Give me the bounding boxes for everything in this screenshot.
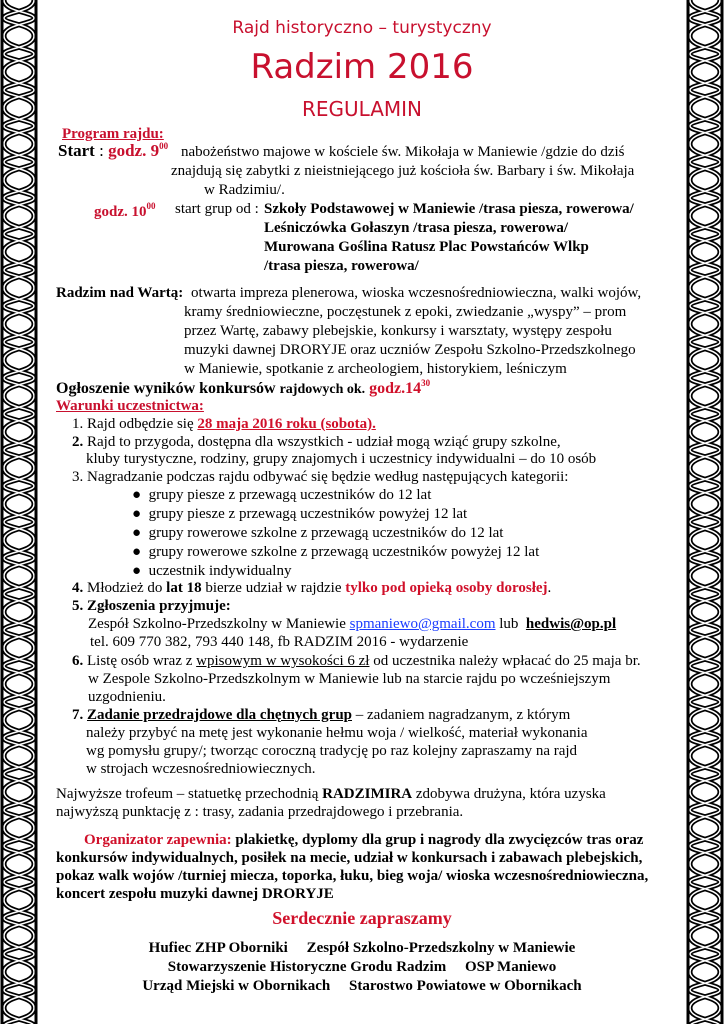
start-line: Start : godz. $9^{00}$ — [58, 141, 169, 160]
email-link-school[interactable]: spmaniewo@gmail.com — [349, 616, 496, 632]
warunki-item-4: 4. Młodzież do lat 18 bierze udział w rajdzie tylko pod opieką osoby dorosłej. — [72, 580, 552, 596]
organizer-line-4: koncert zespołu muzyki dawnej DRORYJE — [56, 886, 334, 902]
radzim-desc-5: w Maniewie, spotkanie z archeologiem, historykiem, leśniczym — [184, 361, 567, 377]
radzim-desc-3: przez Wartę, zabawy plebejskie, konkursy i warsztaty, występy zespołu — [184, 323, 612, 339]
bullet-icon: ● — [132, 487, 142, 503]
invite-heading: Serdecznie zapraszamy — [272, 908, 452, 928]
results-line: Ogłoszenie wyników konkursów rajdowych ok. $godz.14^{30}$ — [56, 378, 431, 397]
organizer-line-1: Organizator zapewnia: plakietkę, dyplomy dla grup i nagrody dla zwycięzców tras oraz — [84, 832, 644, 848]
route-3-mode: /trasa piesza, rowerowa/ — [264, 258, 419, 274]
regulamin-heading: REGULAMIN — [301, 97, 423, 121]
g10-text: start grup od : — [175, 201, 259, 217]
category-item: ● grupy piesze z przewagą uczestników powyżej 12 lat — [132, 506, 468, 522]
email-link-hedwis[interactable]: hedwis@op.pl — [525, 616, 617, 632]
trophy-line-1: Najwyższe trofeum – statuetkę przechodnią RADZIMIRA zdobywa drużyna, która uzyska — [56, 786, 606, 802]
radzim-label: Radzim nad Wartą: — [56, 285, 184, 301]
category-item: ● grupy rowerowe szkolne z przewagą uczestników do 12 lat — [132, 525, 504, 541]
warunki-item-6-cont: w Zespole Szkolno-Przedszkolnym w Maniewie lub na starcie rajdu po wcześniejszym — [88, 671, 611, 687]
warunki-item-6-cont2: uzgodnieniu. — [88, 689, 166, 705]
start-time: godz. $9^{00}$ — [108, 141, 169, 160]
celtic-border-right — [686, 0, 724, 1024]
warunki-item-2-cont: kluby turystyczne, rodziny, grupy znajomych i uczestnicy indywidualni – do 10 osób — [86, 451, 597, 467]
bullet-icon: ● — [132, 506, 142, 522]
radzim-desc-2: kramy średniowieczne, poczęstunek z epoki, zwiedzanie „wyspy” – prom — [184, 304, 627, 320]
route-2: Leśniczówka Gołaszyn /trasa piesza, rowerowa/ — [264, 220, 569, 236]
program-heading: Program rajdu: — [62, 126, 164, 142]
warunki-item-1: 1. Rajd odbędzie się 28 maja 2016 roku (sobota). — [72, 416, 376, 432]
start-desc-2: znajdują się zabytki z nieistniejącego już kościoła św. Barbary i św. Mikołaja — [171, 163, 635, 179]
celtic-border-left — [0, 0, 38, 1024]
contact-line: Zespół Szkolno-Przedszkolny w Maniewie spmaniewo@gmail.com lub hedwis@op.pl — [88, 616, 617, 632]
organizer-line-2: konkursów indywidualnych, posiłek na mecie, udział w konkursach i zabawach plebejskich, — [56, 850, 643, 866]
footer-line-1: Hufiec ZHP Oborniki Zespół Szkolno-Przedszkolny w Maniewie — [148, 940, 576, 956]
bullet-icon: ● — [132, 544, 142, 560]
radzim-desc-4: muzyki dawnej DRORYJE oraz uczniów Zespołu Szkolno-Przedszkolnego — [184, 342, 636, 358]
footer-line-3: Urząd Miejski w Obornikach Starostwo Powiatowe w Obornikach — [142, 978, 582, 994]
radzim-desc-1: otwarta impreza plenerowa, wioska wczesnośredniowieczna, walki wojów, — [191, 285, 642, 301]
event-title: Radzim 2016 — [250, 47, 474, 87]
route-1: Szkoły Podstawowej w Maniewie /trasa piesza, rowerowa/ — [264, 201, 634, 217]
bullet-icon: ● — [132, 563, 142, 579]
contact-phone: tel. 609 770 382, 793 440 148, fb RADZIM 2016 - wydarzenie — [90, 634, 469, 650]
g10-time: godz. $10^{00}$ — [94, 201, 156, 220]
bullet-icon: ● — [132, 525, 142, 541]
category-item: ● grupy rowerowe szkolne z przewagą uczestników powyżej 12 lat — [132, 544, 540, 560]
route-3: Murowana Goślina Ratusz Plac Powstańców Wlkp — [264, 239, 589, 255]
warunki-heading: Warunki uczestnictwa: — [56, 398, 204, 414]
warunki-item-2: 2. Rajd to przygoda, dostępna dla wszystkich - udział mogą wziąć grupy szkolne, — [72, 434, 561, 450]
category-item: ● grupy piesze z przewagą uczestników do 12 lat — [132, 487, 432, 503]
warunki-item-5: 5. Zgłoszenia przyjmuje: — [72, 598, 231, 614]
warunki-item-6: 6. Listę osób wraz z wpisowym w wysokości 6 zł od uczestnika należy wpłacać do 25 maja br. — [72, 653, 641, 669]
warunki-item-7: 7. Zadanie przedrajdowe dla chętnych grup – zadaniem nagradzanym, z którym — [72, 707, 571, 723]
start-label: Start — [58, 141, 95, 160]
warunki-item-7-cont3: w strojach wczesnośredniowiecznych. — [86, 761, 316, 777]
start-desc-1: nabożeństwo majowe w kościele św. Mikołaja w Maniewie /gdzie do dziś — [181, 144, 625, 160]
trophy-line-2: najwyższą punktację z : trasy, zadania przedrajdowego i przebrania. — [56, 804, 464, 820]
event-subtitle: Rajd historyczno – turystyczny — [232, 18, 492, 38]
footer-line-2: Stowarzyszenie Historyczne Grodu Radzim OSP Maniewo — [167, 959, 557, 975]
warunki-item-7-cont1: należy przybyć na metę jest wykonanie hełmu woja / wielkość, materiał wykonania — [86, 725, 588, 741]
organizer-line-3: pokaz walk wojów /turniej miecza, toporka, łuku, bieg woja/ wioska wczesnośredniowieczna, — [56, 868, 649, 884]
category-item: ● uczestnik indywidualny — [132, 563, 292, 579]
start-desc-3: w Radzimiu/. — [204, 182, 285, 198]
warunki-item-7-cont2: wg pomysłu grupy/; tworząc coroczną tradycję po raz kolejny zapraszamy na rajd — [86, 743, 578, 759]
warunki-item-3: 3. Nagradzanie podczas rajdu odbywać się będzie według następujących kategorii: — [72, 469, 569, 485]
